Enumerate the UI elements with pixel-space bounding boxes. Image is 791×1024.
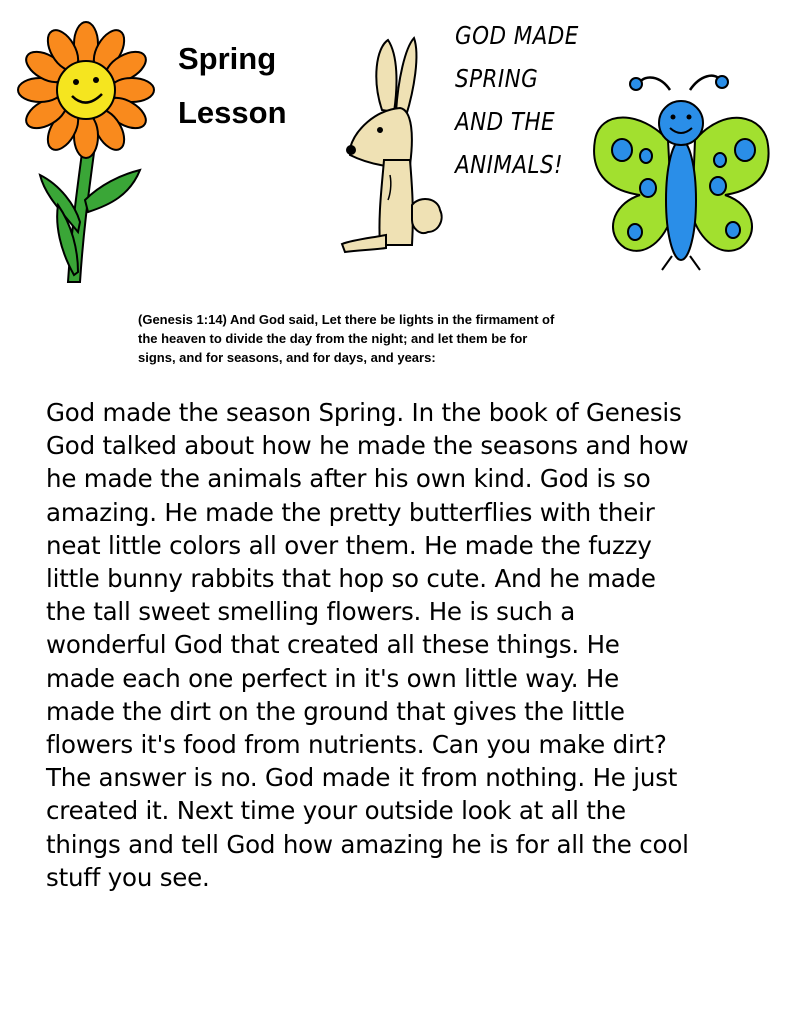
flower-petal (74, 22, 98, 66)
story-line: created it. Next time your outside look at all the (46, 796, 626, 826)
headline-line: AND THE (455, 107, 556, 136)
headline (455, 14, 610, 186)
story-line: things and tell God how amazing he is for all the cool (46, 829, 689, 859)
story-line: neat little colors all over them. He made the fuzzy (46, 530, 652, 560)
story-line: made the dirt on the ground that gives the little (46, 696, 625, 726)
story-line: God made the season Spring. In the book of Genesis (46, 398, 682, 427)
flower-petal (42, 25, 85, 75)
story-line: wonderful God that created all these things. He (46, 630, 620, 660)
story-line: little bunny rabbits that hop so cute. And he made (46, 564, 656, 594)
flower-petal (88, 105, 131, 155)
flower-petal (110, 78, 154, 102)
story-line: The answer is no. God made it from nothing. He just (46, 763, 678, 793)
verse-line: the heaven to divide the day from the night; and let them be for (138, 331, 528, 346)
flower-petal (101, 92, 151, 135)
story-line: God talked about how he made the seasons and how (46, 431, 689, 461)
flower-petal (42, 105, 85, 155)
headline-line: SPRING (455, 64, 539, 93)
title-line-1: Spring (178, 41, 277, 76)
story-line: he made the animals after his own kind. God is so (46, 464, 651, 494)
flower-petal (101, 46, 151, 89)
story-line: made each one perfect in it's own little way. He (46, 663, 619, 693)
story-line: amazing. He made the pretty butterflies with their (46, 497, 655, 527)
headline-line: ANIMALS! (455, 150, 564, 179)
flower-petal (21, 46, 71, 89)
flower-petal (88, 25, 131, 75)
flower-petal (74, 114, 98, 158)
flower-petal (18, 78, 62, 102)
story-text (46, 396, 786, 894)
story-line: flowers it's food from nutrients. Can you make dirt? (46, 730, 667, 760)
flower-petal (21, 92, 71, 135)
verse-line: signs, and for seasons, and for days, and years: (138, 350, 436, 365)
headline-line: GOD MADE (455, 21, 579, 50)
title-line-2: Lesson (178, 95, 287, 130)
story-line: the tall sweet smelling flowers. He is such a (46, 597, 576, 627)
verse-line: (Genesis 1:14) And God said, Let there be lights in the firmament of (138, 312, 555, 327)
story-line: stuff you see. (46, 862, 210, 892)
scripture-verse (138, 310, 698, 367)
title (178, 32, 338, 140)
